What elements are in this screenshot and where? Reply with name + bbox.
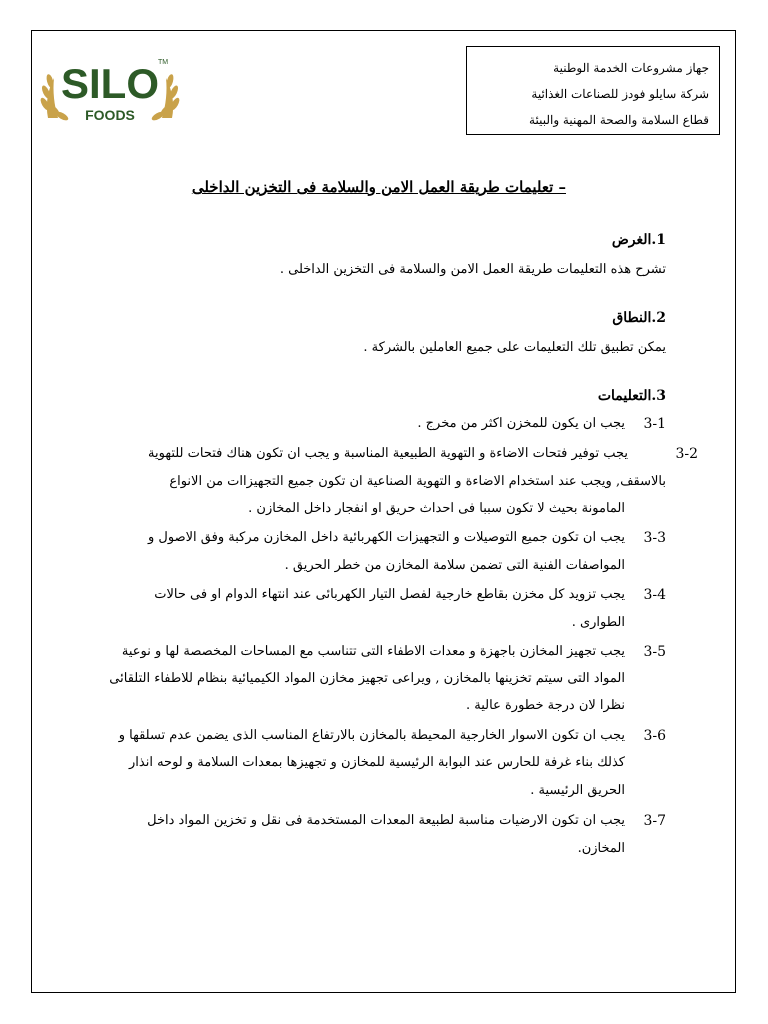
organization-box [466, 46, 720, 135]
item-number: 3-1 [643, 416, 666, 432]
item-number: 3-2 [675, 446, 698, 462]
item-line: المواد التى سيتم تخزينها بالمخازن , ويراعى تجهيز مخازن المواد الكيميائية بنظام للاطفاء التلقائى [109, 671, 625, 686]
org-line: شركة سايلو فودز للصناعات الغذائية [531, 87, 709, 101]
item-line: يجب ان تكون جميع التوصيلات و التجهيزات الكهربائية داخل المخازن مركبة وفق الاصول و [148, 530, 625, 545]
purpose-heading: 1.الغرض [611, 232, 666, 248]
item-line: المخازن. [577, 841, 625, 856]
purpose-text: تشرح هذه التعليمات طريقة العمل الامن والسلامة فى التخزين الداخلى . [279, 262, 666, 277]
scope-heading: 2.النطاق [612, 310, 666, 326]
item-line: الطوارى . [571, 615, 625, 630]
item-number: 3-6 [643, 728, 666, 744]
logo-tm: TM [158, 59, 169, 66]
scope-text: يمكن تطبيق تلك التعليمات على جميع العاملين بالشركة . [363, 340, 666, 355]
item-line: يجب تجهيز المخازن باجهزة و معدات الاطفاء التى تتناسب مع المساحات المخصصة لها و نوعية [121, 644, 625, 659]
item-line: المواصفات الفنية التى تضمن سلامة المخازن من خطر الحريق . [284, 558, 625, 573]
logo-word: SILO [60, 60, 160, 107]
item-line: يجب ان تكون الاسوار الخارجية المحيطة بالمخازن بالارتفاع المناسب الذى يضمن عدم تسلقها و [118, 728, 625, 743]
item-number: 3-3 [643, 530, 666, 546]
item-number: 3-7 [643, 813, 666, 829]
item-line: كذلك بناء غرفة للحارس عند البوابة الرئيسية للمخازن و تجهيزها بمعدات السلامة و لوحه انذار [129, 755, 625, 770]
item-line: يجب توفير فتحات الاضاءة و التهوية الطبيعية المناسبة و يجب ان تكون هناك فتحات للتهوية [148, 446, 628, 461]
org-line: جهاز مشروعات الخدمة الوطنية [553, 61, 709, 75]
silo-foods-logo [40, 48, 180, 128]
item-line: المامونة بحيث لا تكون سببا فى احداث حريق او انفجار داخل المخازن . [248, 501, 625, 516]
instructions-heading: 3.التعليمات [597, 388, 666, 404]
item-number: 3-5 [643, 644, 666, 660]
item-line: بالاسقف, ويجب عند استخدام الاضاءة و التهوية الصناعية ان تكون جميع التجهيزاات من الانواع [169, 474, 666, 489]
logo-sub: FOODS [85, 107, 135, 123]
item-line: الحريق الرئيسية . [530, 783, 625, 798]
document-title: – تعليمات طريقة العمل الامن والسلامة فى التخزين الداخلى [191, 178, 566, 196]
item-line: يجب ان يكون للمخزن اكثر من مخرج . [417, 416, 625, 431]
org-line: قطاع السلامة والصحة المهنية والبيئة [529, 113, 709, 127]
item-line: يجب ان تكون الارضيات مناسبة لطبيعة المعدات المستخدمة فى نقل و تخزين المواد داخل [147, 813, 625, 828]
item-number: 3-4 [643, 587, 666, 603]
item-line: يجب تزويد كل مخزن بقاطع خارجية لفصل التيار الكهربائى عند انتهاء الدوام او فى حالات [154, 587, 625, 602]
item-line: نظرا لان درجة خطورة عالية . [466, 698, 625, 713]
